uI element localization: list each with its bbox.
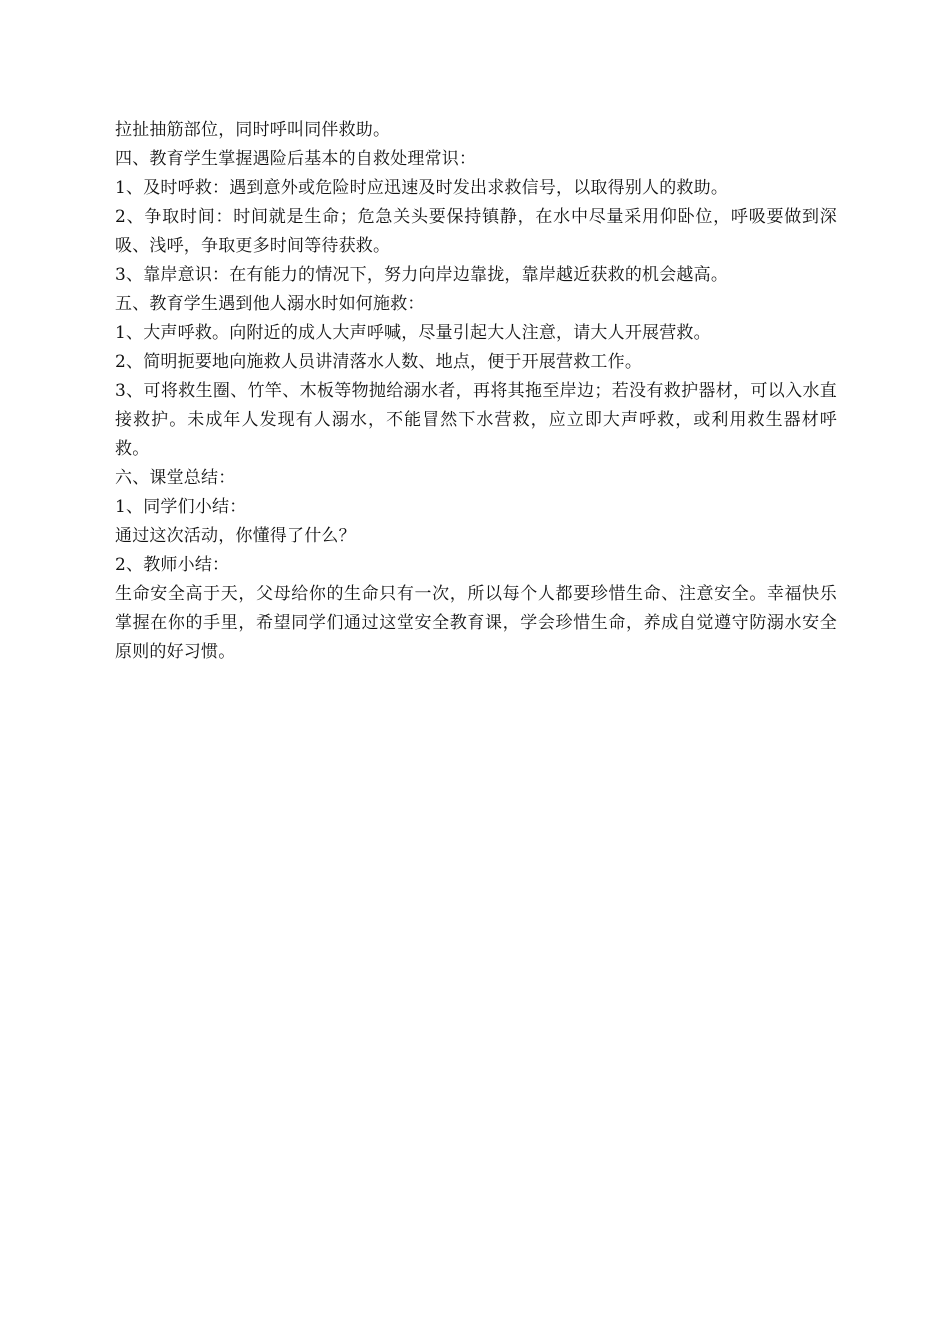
section-heading-rescue-others: 五、教育学生遇到他人溺水时如何施救： <box>115 294 425 314</box>
document-body <box>115 116 837 667</box>
list-item-gain-time: 2、争取时间：时间就是生命；危急关头要保持镇静，在水中尽量采用仰卧位，呼吸要做到深吸、浅呼，争取更多时间等待获救。 <box>115 207 837 256</box>
summary-question: 通过这次活动，你懂得了什么？ <box>115 526 356 546</box>
list-item-throw-rescue-items: 3、可将救生圈、竹竿、木板等物抛给溺水者，再将其拖至岸边；若没有救护器材，可以入水直接救护。未成年人发现有人溺水，不能冒然下水营救，应立即大声呼救，或利用救生器材呼救。 <box>115 381 837 459</box>
section-heading-summary: 六、课堂总结： <box>115 468 236 488</box>
list-item-student-summary: 1、同学们小结： <box>115 497 247 517</box>
section-heading-self-rescue: 四、教育学生掌握遇险后基本的自救处理常识： <box>115 149 477 169</box>
list-item-call-for-help: 1、及时呼救：遇到意外或危险时应迅速及时发出求救信号，以取得别人的救助。 <box>115 178 729 198</box>
list-item-shore-awareness: 3、靠岸意识：在有能力的情况下，努力向岸边靠拢，靠岸越近获救的机会越高。 <box>115 265 729 285</box>
list-item-shout-for-help: 1、大声呼救。向附近的成人大声呼喊，尽量引起大人注意，请大人开展营救。 <box>115 323 711 343</box>
list-item-teacher-summary: 2、教师小结： <box>115 555 230 575</box>
list-item-inform-rescuers: 2、简明扼要地向施救人员讲清落水人数、地点，便于开展营救工作。 <box>115 352 643 372</box>
closing-paragraph: 生命安全高于天，父母给你的生命只有一次，所以每个人都要珍惜生命、注意安全。幸福快乐掌握在你的手里，希望同学们通过这堂安全教育课，学会珍惜生命，养成自觉遵守防溺水安全原则的好习惯。 <box>115 584 837 662</box>
paragraph-continuation: 拉扯抽筋部位，同时呼叫同伴救助。 <box>115 120 391 140</box>
